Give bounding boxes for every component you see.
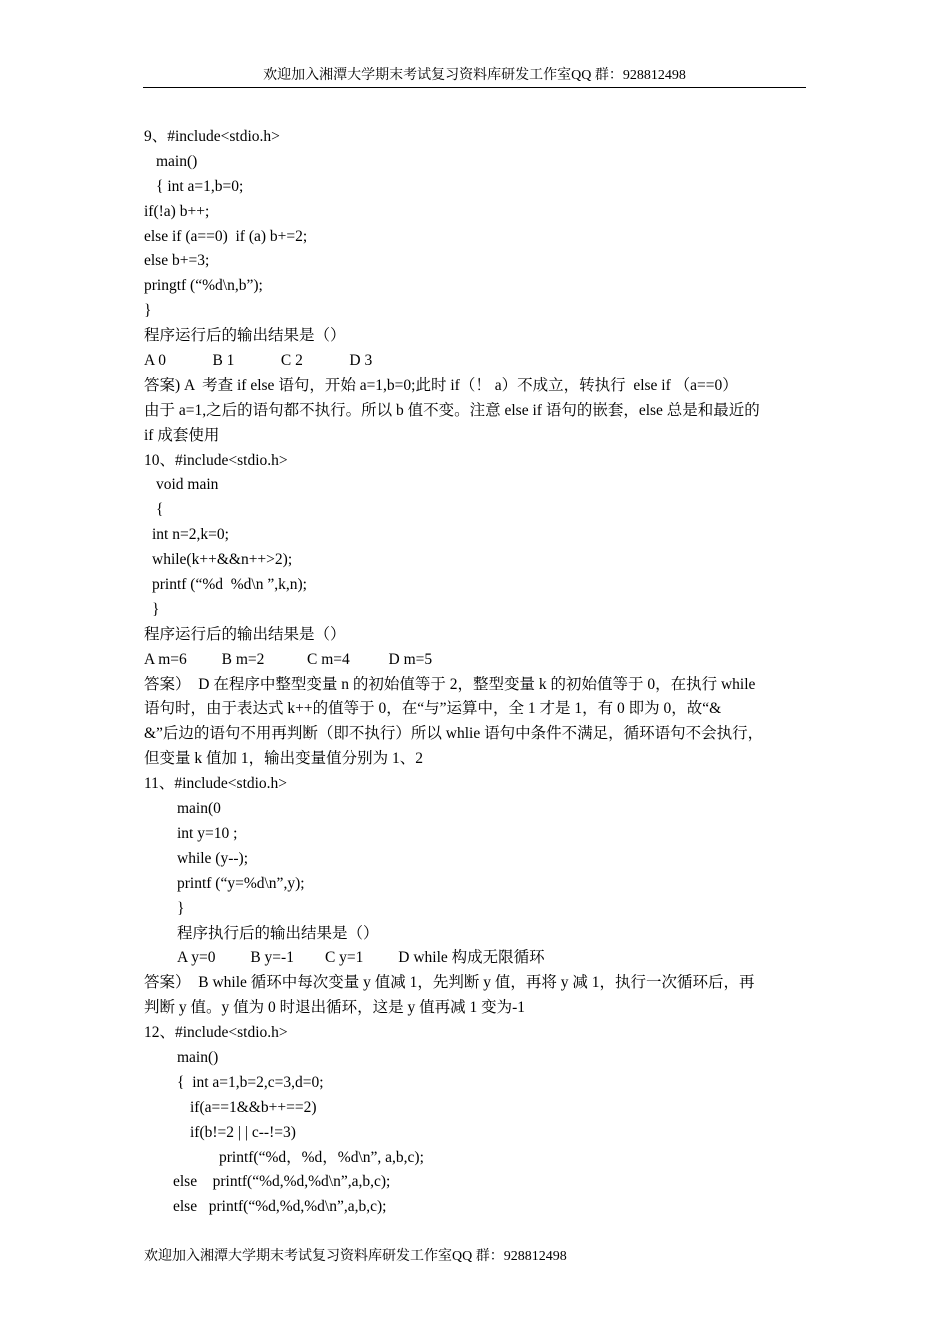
text-line: while (y--); — [177, 849, 249, 867]
text-line: int y=10 ; — [177, 824, 238, 842]
text-line: 由于 a=1,之后的语句都不执行。所以 b 值不变。注意 else if 语句的嵌套，else 总是和最近的 — [144, 401, 760, 419]
text-line: { int a=1,b=0; — [156, 177, 244, 195]
text-line: 答案) A 考查 if else 语句，开始 a=1,b=0;此时 if（！ a）不成立，转执行 else if （a==0） — [144, 376, 738, 394]
text-line: } — [152, 600, 160, 618]
text-line: A m=6 B m=2 C m=4 D m=5 — [144, 650, 433, 668]
text-line: main() — [177, 1048, 219, 1066]
text-line: main(0 — [177, 800, 221, 818]
text-line: pringtf (“%d\n,b”); — [144, 277, 263, 295]
text-line: 10、#include<stdio.h> — [144, 451, 288, 469]
text-line: } — [144, 302, 152, 320]
text-line: printf (“%d %d\n ”,k,n); — [152, 576, 307, 594]
page-footer: 欢迎加入湘潭大学期末考试复习资料库研发工作室QQ 群：928812498 — [144, 1249, 567, 1264]
text-line: 12、#include<stdio.h> — [144, 1024, 288, 1042]
text-line: if(b!=2 | | c--!=3) — [190, 1123, 296, 1141]
text-line: 答案） B while 循环中每次变量 y 值减 1，先判断 y 值，再将 y 减 1，执行一次循环后，再 — [144, 974, 755, 992]
text-line: else b+=3; — [144, 252, 210, 270]
text-line: A y=0 B y=-1 C y=1 D while 构成无限循环 — [177, 949, 545, 967]
text-line: } — [177, 899, 185, 917]
text-line: 答案） D 在程序中整型变量 n 的初始值等于 2，整型变量 k 的初始值等于 0，在执行 while — [144, 675, 756, 693]
text-line: else printf(“%d,%d,%d\n”,a,b,c); — [173, 1198, 387, 1216]
text-line: 9、#include<stdio.h> — [144, 128, 280, 145]
text-line: while(k++&&n++>2); — [152, 551, 293, 569]
text-line: 判断 y 值。y 值为 0 时退出循环，这是 y 值再减 1 变为-1 — [144, 999, 526, 1017]
text-line: main() — [156, 152, 198, 170]
text-line: 程序运行后的输出结果是（） — [144, 327, 346, 345]
text-line: 语句时，由于表达式 k++的值等于 0，在“与”运算中，全 1 才是 1，有 0 即为 0，故“& — [144, 700, 722, 718]
text-line: { — [156, 501, 164, 519]
header-rule — [143, 87, 806, 88]
text-line: int n=2,k=0; — [152, 526, 229, 544]
text-line: else printf(“%d,%d,%d\n”,a,b,c); — [173, 1173, 391, 1191]
text-line: printf(“%d，%d，%d\n”, a,b,c); — [219, 1148, 424, 1166]
text-line: if(a==1&&b++==2) — [190, 1098, 317, 1116]
text-line: &”后边的语句不用再判断（即不执行）所以 whlie 语句中条件不满足，循环语句不会执行， — [144, 725, 764, 743]
text-line: void main — [156, 476, 219, 494]
text-line: if(!a) b++; — [144, 202, 210, 220]
text-line: { int a=1,b=2,c=3,d=0; — [177, 1073, 324, 1091]
text-line: else if (a==0) if (a) b+=2; — [144, 227, 308, 245]
page-header: 欢迎加入湘潭大学期末考试复习资料库研发工作室QQ 群：928812498 — [263, 68, 686, 83]
document-body — [144, 125, 816, 1220]
text-line: 程序运行后的输出结果是（） — [144, 625, 346, 643]
text-line: 但变量 k 值加 1，输出变量值分别为 1、2 — [144, 750, 424, 768]
text-line: 11、#include<stdio.h> — [144, 775, 288, 793]
text-line: 程序执行后的输出结果是（） — [177, 924, 379, 942]
text-line: A 0 B 1 C 2 D 3 — [144, 352, 373, 370]
text-line: if 成套使用 — [144, 426, 220, 444]
text-line: printf (“y=%d\n”,y); — [177, 874, 305, 892]
